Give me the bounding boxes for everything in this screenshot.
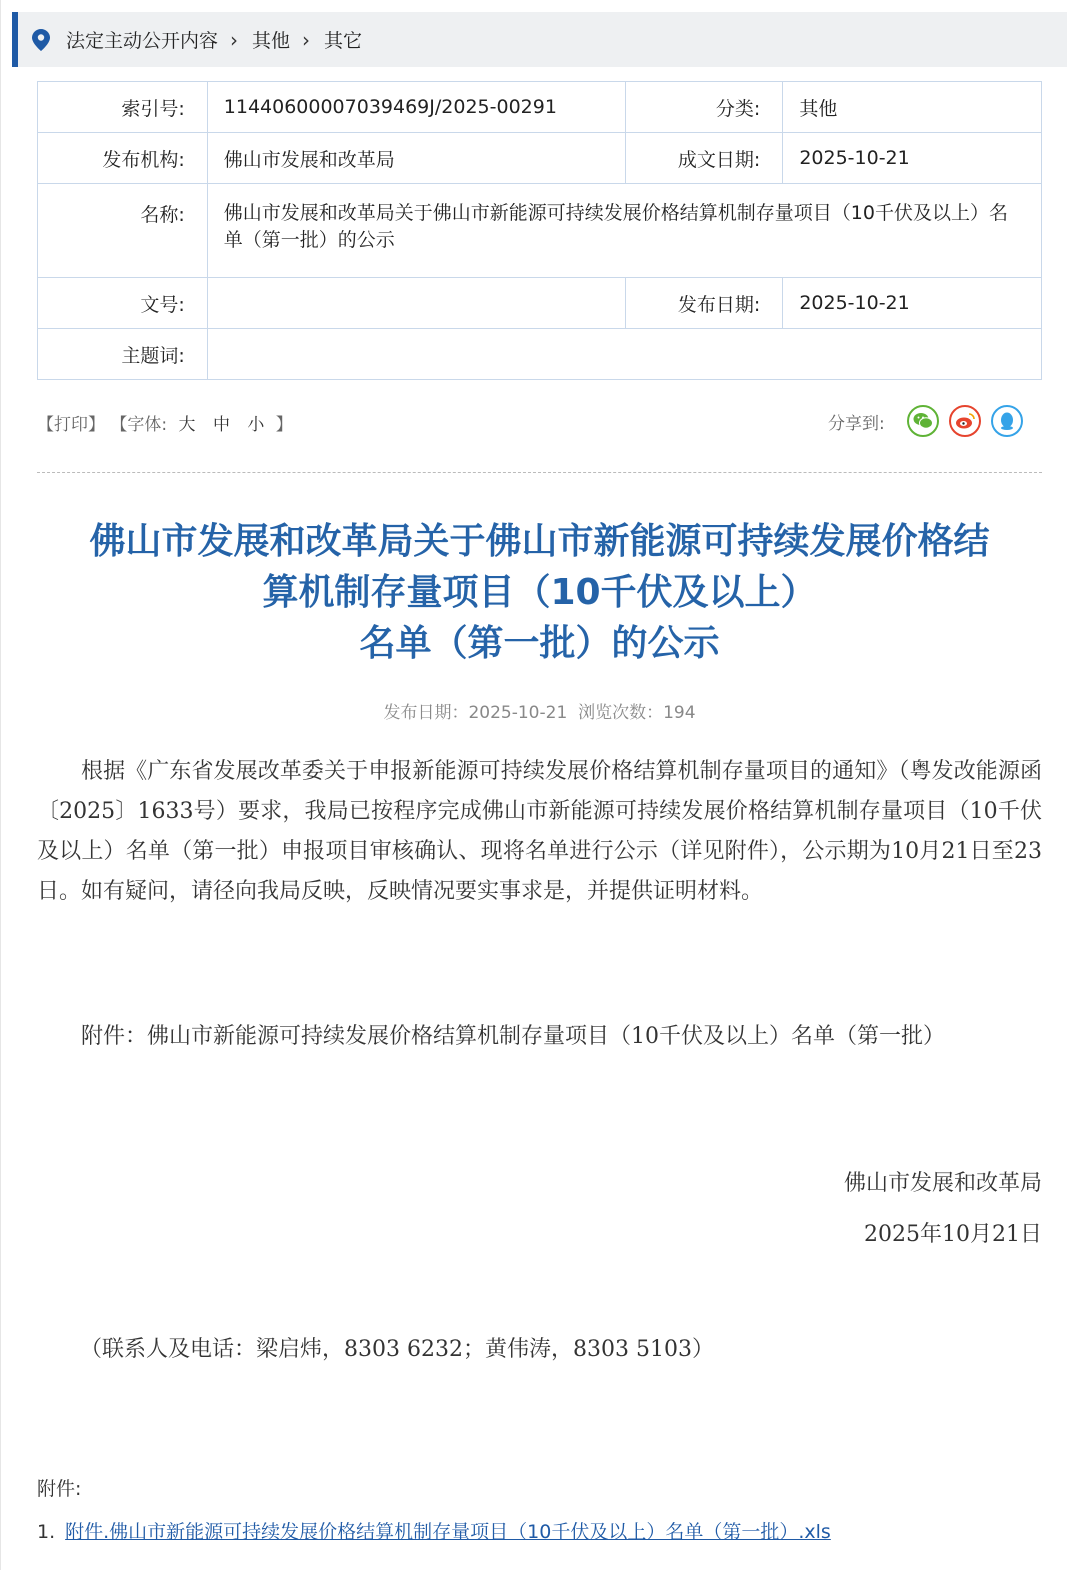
chevron-right-icon: ›	[302, 27, 311, 52]
breadcrumb	[12, 12, 1067, 67]
font-medium-button[interactable]: 中	[212, 415, 230, 435]
font-large-button[interactable]: 大	[178, 415, 196, 435]
keywords-label: 主题词:	[38, 329, 208, 380]
breadcrumb-item-2[interactable]: 其他	[252, 30, 291, 52]
doc-name-label: 名称:	[38, 184, 208, 278]
index-value: 11440600007039469J/2025-00291	[207, 82, 625, 133]
doc-number-label: 文号:	[38, 278, 208, 329]
doc-number-value	[207, 278, 625, 329]
divider	[37, 472, 1042, 473]
doc-name-value: 佛山市发展和改革局关于佛山市新能源可持续发展价格结算机制存量项目（10千伏及以上）名单（第一批）的公示	[207, 184, 1041, 278]
publish-date-value: 2025-10-21	[783, 278, 1042, 329]
font-size-label: 【字体:	[110, 415, 168, 435]
created-date-label: 成文日期:	[625, 133, 783, 184]
page-left-border	[0, 0, 1, 1570]
qq-share-icon[interactable]	[991, 405, 1023, 437]
breadcrumb-item-1[interactable]: 法定主动公开内容	[66, 30, 219, 52]
publish-date-label: 发布日期:	[625, 278, 783, 329]
article-paragraph-1: 根据《广东省发展改革委关于申报新能源可持续发展价格结算机制存量项目的通知》（粤发改能源函〔2025〕1633号）要求，我局已按程序完成佛山市新能源可持续发展价格结算机制存量项目（10千伏及以上）名单（第一批）申报项目审核确认、现将名单进行公示（详见附件），公示期为10月21日至23日。如有疑问，请径向我局反映，反映情况要实事求是，并提供证明材料。	[37, 759, 1042, 904]
article-title-line-3: 名单（第一批）的公示	[359, 623, 720, 664]
document-info-table	[37, 81, 1042, 380]
page-tools	[37, 410, 293, 435]
article-meta: 发布日期：2025-10-21 浏览次数：194	[383, 703, 696, 723]
print-button[interactable]: 【打印】	[37, 415, 105, 435]
publisher-label: 发布机构:	[38, 133, 208, 184]
article-title-line-2: 算机制存量项目（10千伏及以上）	[262, 572, 817, 613]
created-date-value: 2025-10-21	[783, 133, 1042, 184]
category-value: 其他	[783, 82, 1042, 133]
font-size-close: 】	[275, 415, 293, 435]
contact-info: （联系人及电话：梁启炜，8303 6232；黄伟涛，8303 5103）	[80, 1337, 714, 1362]
location-pin-icon	[32, 29, 50, 51]
attachment-index: 1.	[37, 1521, 56, 1543]
attachments-label: 附件:	[37, 1478, 82, 1500]
publisher-value: 佛山市发展和改革局	[207, 133, 625, 184]
attachment-link[interactable]: 附件.佛山市新能源可持续发展价格结算机制存量项目（10千伏及以上）名单（第一批）.xls	[65, 1521, 831, 1543]
breadcrumb-item-3[interactable]: 其它	[324, 30, 363, 52]
share-bar	[828, 404, 1023, 438]
article-paragraph-2: 附件：佛山市新能源可持续发展价格结算机制存量项目（10千伏及以上）名单（第一批）	[81, 1024, 945, 1049]
article-title-line-1: 佛山市发展和改革局关于佛山市新能源可持续发展价格结	[89, 521, 990, 562]
category-label: 分类:	[625, 82, 783, 133]
chevron-right-icon: ›	[230, 27, 239, 52]
index-label: 索引号:	[38, 82, 208, 133]
font-small-button[interactable]: 小	[247, 415, 265, 435]
weibo-share-icon[interactable]	[949, 405, 981, 437]
signature-org: 佛山市发展和改革局	[843, 1171, 1042, 1196]
share-label: 分享到:	[828, 413, 885, 434]
signature-date: 2025年10月21日	[864, 1222, 1042, 1247]
keywords-value	[207, 329, 1041, 380]
attachment-item	[37, 1517, 831, 1544]
wechat-share-icon[interactable]	[907, 405, 939, 437]
article-title	[37, 516, 1042, 669]
